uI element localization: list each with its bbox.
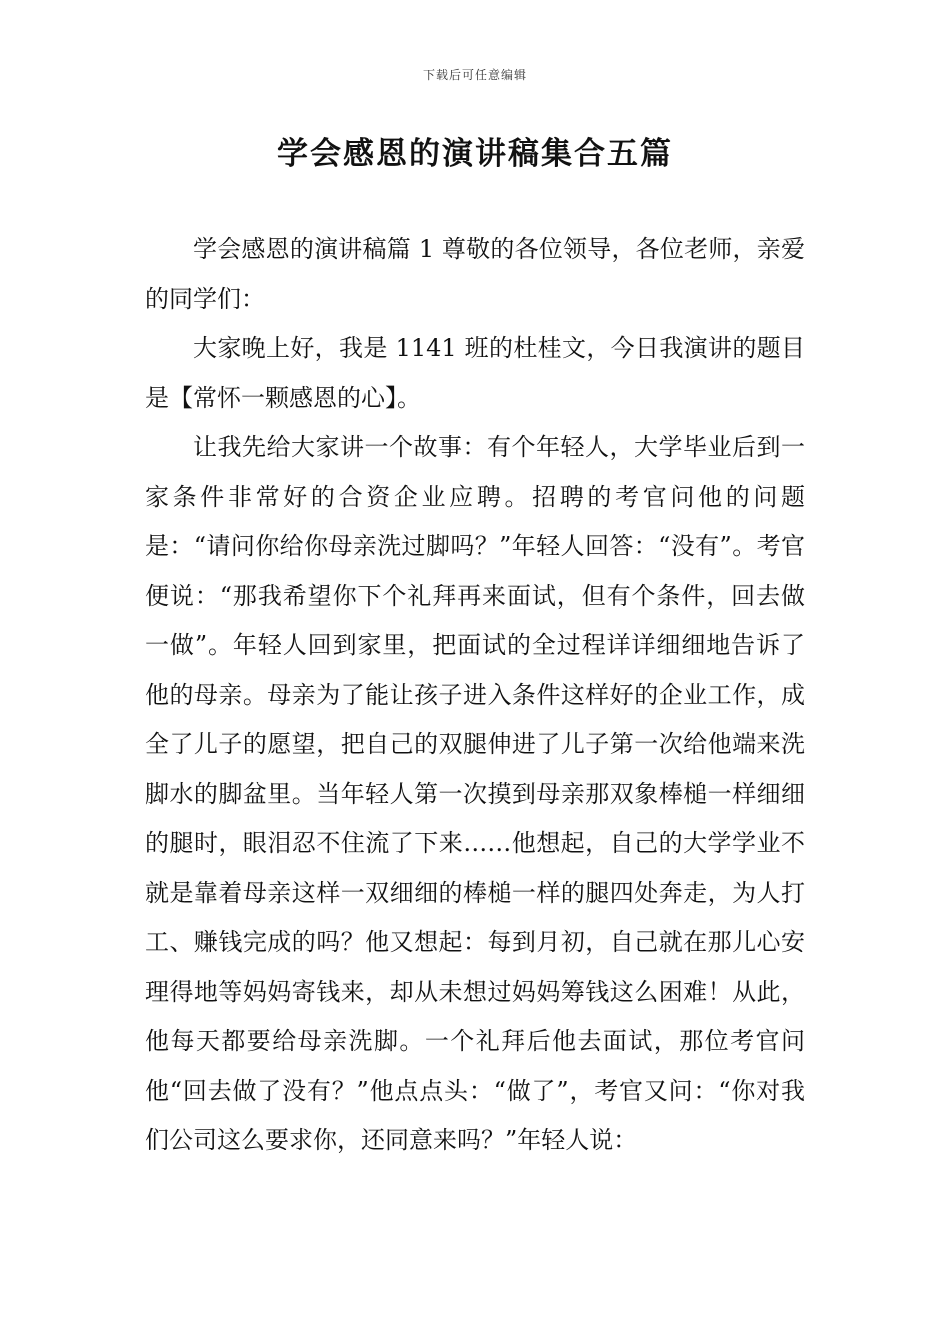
document-body <box>145 225 805 1166</box>
paragraph: 大家晚上好，我是 1141 班的杜桂文，今日我演讲的题目是【常怀一颗感恩的心】。 <box>145 334 805 412</box>
paragraph: 让我先给大家讲一个故事：有个年轻人，大学毕业后到一家条件非常好的合资企业应聘。招聘的考官问他的问题是：“请问你给你母亲洗过脚吗？”年轻人回答：“没有”。考官便说：“那我希望你下个礼拜再来面试，但有个条件，回去做一做”。年轻人回到家里，把面试的全过程详详细细地告诉了他的母亲。母亲为了能让孩子进入条件这样好的企业工作，成全了儿子的愿望，把自己的双腿伸进了儿子第一次给他端来洗脚水的脚盆里。当年轻人第一次摸到母亲那双象棒槌一样细细的腿时，眼泪忍不住流了下来……他想起，自己的大学学业不就是靠着母亲这样一双细细的棒槌一样的腿四处奔走，为人打工、赚钱完成的吗？他又想起：每到月初，自己就在那儿心安理得地等妈妈寄钱来，却从未想过妈妈筹钱这么困难！从此，他每天都要给母亲洗脚。一个礼拜后他去面试，那位考官问他“回去做了没有？”他点点头：“做了”，考官又问：“你对我们公司这么要求你，还同意来吗？”年轻人说： <box>145 433 805 1154</box>
paragraph: 学会感恩的演讲稿篇 1 尊敬的各位领导，各位老师，亲爱的同学们： <box>145 235 805 313</box>
header-note: 下载后可任意编辑 <box>422 68 527 82</box>
document-title: 学会感恩的演讲稿集合五篇 <box>277 136 673 172</box>
